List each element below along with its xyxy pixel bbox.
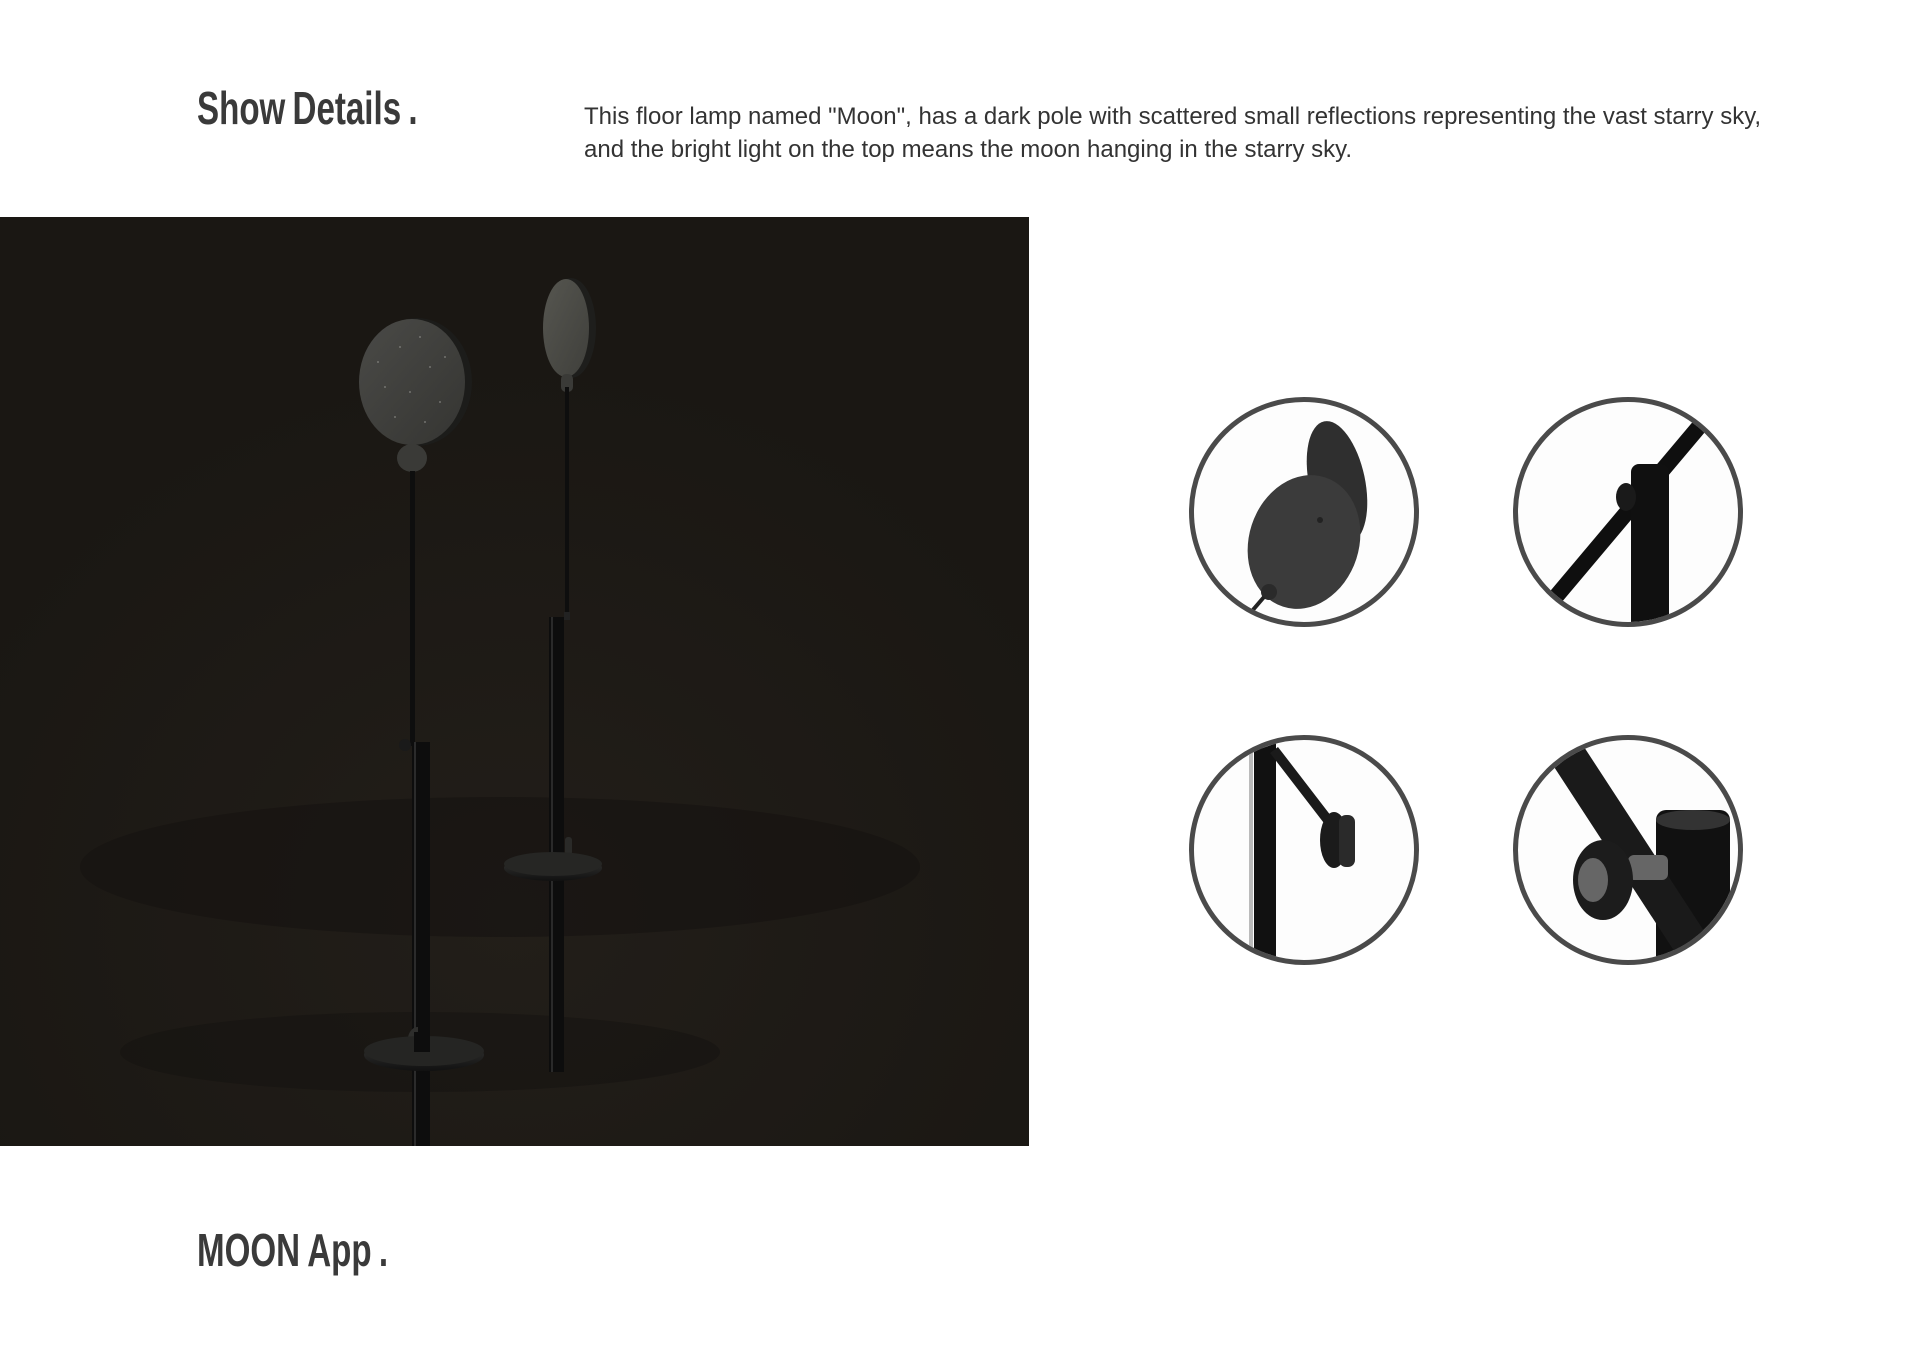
- heading-word-details: Details: [292, 82, 402, 134]
- thumbnail-knob: [1513, 735, 1743, 965]
- moon-app-heading: [197, 1224, 389, 1276]
- heading-dot: .: [408, 82, 418, 134]
- heading-word-app: App: [307, 1224, 372, 1276]
- show-details-heading: [197, 82, 418, 134]
- thumbnail-arm-bracket: [1189, 735, 1419, 965]
- heading-dot: .: [378, 1224, 389, 1276]
- thumbnail-lamp-head: [1189, 397, 1419, 627]
- heading-word-moon: MOON: [197, 1224, 301, 1276]
- heading-word-show: Show: [197, 82, 286, 134]
- hero-product-image: [0, 217, 1029, 1146]
- thumbnail-pole-joint: [1513, 397, 1743, 627]
- lamp-description: This floor lamp named "Moon", has a dark pole with scattered small reflections representing the vast starry sky, and the bright light on the top means the moon hanging in the starry sky.: [584, 103, 1762, 163]
